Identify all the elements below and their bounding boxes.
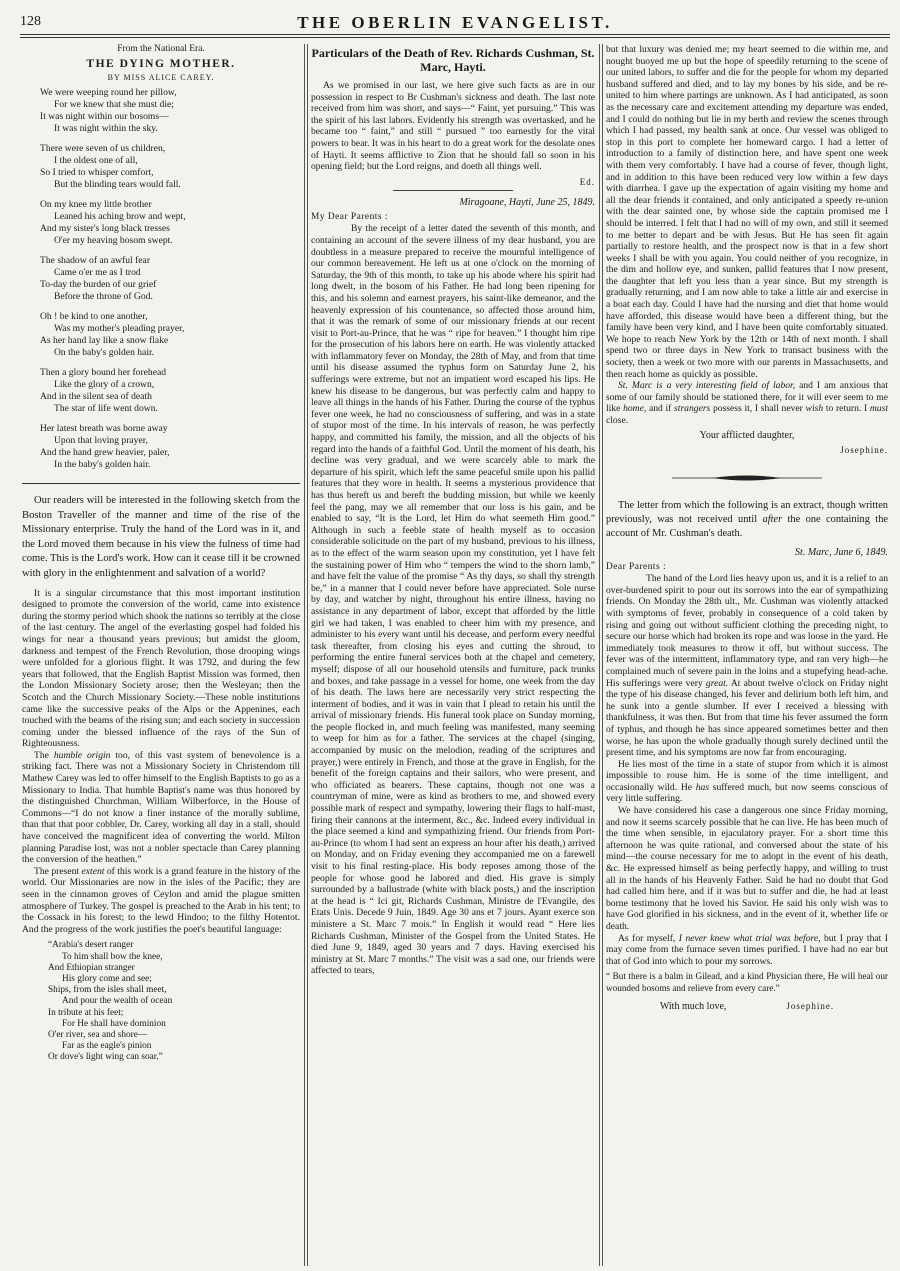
second-letter-dateline: St. Marc, June 6, 1849. bbox=[795, 546, 888, 558]
second-letter-signature: Josephine. bbox=[786, 1000, 835, 1011]
poem-line: We were weeping round her pillow, bbox=[40, 87, 177, 98]
ornamental-divider bbox=[606, 469, 888, 487]
missions-verse bbox=[48, 940, 300, 1063]
text-run: and if bbox=[646, 403, 675, 415]
column-right bbox=[606, 44, 888, 1266]
poem-author: BY MISS ALICE CAREY. bbox=[107, 73, 215, 82]
page-header bbox=[20, 6, 890, 36]
verse-line: And Ethiopian stranger bbox=[48, 962, 135, 973]
poem-line: O'er my heaving bosom swept. bbox=[54, 235, 173, 246]
poem-stanza bbox=[40, 143, 300, 191]
emphasis: must bbox=[869, 403, 888, 415]
emphasis: great. bbox=[705, 677, 729, 689]
poem-line: I the oldest one of all, bbox=[54, 155, 138, 166]
poem-line: There were seven of us children, bbox=[40, 143, 166, 154]
missions-paragraph bbox=[22, 866, 300, 936]
header-rule-double bbox=[20, 37, 890, 38]
letter-dateline: Miragoane, Hayti, June 25, 1849. bbox=[459, 196, 595, 208]
missions-paragraph: It is a singular circumstance that this most important institution designed to promote the conversion of the world, came into existence during the stormy period which shook the nations so terribly at the close of the last century. The angel of the everlasting gospel had folded his wings for near a thousand years previous; but amidst the gloom, darkness and tempest of the French Revolution, those drooping wings were unfolded for a glorious flight. It was 1792, and during the few years that followed, that the English Baptist Mission was formed, then the London Missionary Society arose; then the Wesleyan; then the Scotch and the Church Missionary Society.—These noble institutions came like the successive peaks of the Alps or the Appenines, each touched with the beams of the rising sun; and each society in succession coming under the blessed influence of the rays of the Sun of Righteousness. bbox=[22, 587, 300, 750]
text-run: The bbox=[34, 749, 54, 761]
text-run: too, of this vast system of benevolence is a striking fact. There was not a Missionary Society in Christendom till Mathew Carey was led to offer himself to the English Baptists to go as a Missionary to India. That humble Baptist's name was thus honored by the distinguished Churchman, William Wilberforce, in the House of Commons—“I do not know a finer instance of the morally sublime, than that that poor cobbler, Dr. Carey, working all day in a stall, should have conceived the magnificent idea of converting the world. Milton planning Paradise lost, was not a nobler spectacle than Carey planning the conversion of the heathen.” bbox=[22, 749, 300, 866]
editor-signature: Ed. bbox=[579, 176, 595, 187]
poem-line: It was night within our bosoms— bbox=[40, 111, 169, 122]
second-letter-intro-text bbox=[606, 499, 888, 541]
text-run: The present bbox=[34, 865, 82, 877]
poem-line: Like the glory of a crown, bbox=[54, 379, 155, 390]
poem-line: Upon that loving prayer, bbox=[54, 435, 148, 446]
verse-line: Far as the eagle's pinion bbox=[62, 1041, 152, 1052]
poem-line: On my knee my little brother bbox=[40, 199, 152, 210]
masthead: THE OBERLIN EVANGELIST. bbox=[297, 13, 613, 32]
emphasis: after bbox=[762, 513, 783, 525]
poem-line: Came o'er me as I trod bbox=[54, 267, 141, 278]
second-letter-closing bbox=[606, 1001, 888, 1012]
verse-line: O'er river, sea and shore— bbox=[48, 1030, 148, 1040]
page-number: 128 bbox=[20, 14, 41, 29]
second-letter-paragraph: We have considered his case a dangerous one since Friday morning, and now it seems scarcely possible that he can live. He has been much of the time when sensible, in ejaculatory prayer. For a short time this afternoon he was quite rational, and conversed about the state of his mind—the course necessary for me to adopt in the event of his death, &c. He expressed himself as being perfectly happy, and willing to trust all in the hands of his Heavenly Father. Said he had no doubt that God had called him here, and if it was but to suffer and die, he had at least borne testimony that he loved his Savior. He said his only wish was to have God glorified in his sickness, and in the event of it, whether life or death. bbox=[606, 805, 888, 932]
poem-line: To-day the burden of our grief bbox=[40, 279, 157, 290]
missions-intro bbox=[22, 494, 300, 582]
text-run: He lies most of the time in a state of stupor from which it is almost impossible to rouse him. He is some of the time intelligent, and occasionally wild. He bbox=[606, 758, 888, 793]
letter-signature: Josephine. bbox=[840, 444, 888, 455]
header-rule bbox=[20, 34, 890, 35]
column-middle bbox=[311, 44, 595, 1266]
verse-line: And pour the wealth of ocean bbox=[62, 996, 173, 1007]
gilead-quote: “ But there is a balm in Gilead, and a kind Physician there, He will heal our wounded bosoms and relieve from every care.” bbox=[606, 971, 888, 993]
poem-source: From the National Era. bbox=[117, 44, 205, 54]
column-divider bbox=[304, 44, 305, 1266]
poem-line: Then a glory bound her forehead bbox=[40, 367, 167, 378]
second-letter-paragraph bbox=[606, 573, 888, 759]
second-letter-intro bbox=[606, 499, 888, 541]
emphasis: home, bbox=[623, 403, 647, 415]
poem-line: As her hand lay like a snow flake bbox=[40, 335, 169, 346]
poem-stanza bbox=[40, 311, 300, 359]
closing-text: With much love, bbox=[659, 1000, 727, 1012]
poem-title: THE DYING MOTHER. bbox=[86, 58, 236, 70]
verse-line: Ships, from the isles shall meet, bbox=[48, 985, 167, 996]
missions-paragraph bbox=[22, 750, 300, 866]
poem-line: Her latest breath was borne away bbox=[40, 423, 168, 434]
verse-line: Or dove's light wing can soar.” bbox=[48, 1052, 163, 1063]
text-run: possess it, I shall never bbox=[710, 403, 806, 415]
text-run: the one containing the account of Mr. Cushman's death. bbox=[606, 513, 888, 539]
emphasis: wish bbox=[805, 403, 824, 415]
poem-line: But the blinding tears would fall. bbox=[54, 179, 181, 190]
editor-note: As we promised in our last, we here give such facts as are in our possession in respect to Br Cushman's sickness and death. The last note received from him was short, and says—“ Faint, yet pursuing.” This was the spirit of his last labors. Evidently his strength was overtasked, and he became too “ faint,” and still “ pursued ” too earnestly for the vital powers to bear. It was in his heart to do a great work for the desolate ones of Hayti. It seems afflictive to Zion that he should fall so soon in his opening field; but the Lord reigns, and doeth all things well. bbox=[311, 80, 595, 173]
second-letter-paragraph bbox=[606, 759, 888, 805]
text-run: suffered much, but now seems conscious of very little suffering. bbox=[606, 781, 888, 805]
second-letter-salutation: Dear Parents : bbox=[606, 561, 667, 572]
ornament-icon bbox=[672, 474, 822, 482]
verse-line: For He shall have dominion bbox=[62, 1018, 166, 1029]
poem-line: So I tried to whisper comfort, bbox=[40, 167, 154, 178]
column-divider bbox=[307, 44, 308, 1266]
missions-intro-text: Our readers will be interested in the following sketch from the Boston Traveller of the manner and time of the rise of the Missionary enterprise. Truly the hand of the Lord was in it, and the Lord moved them because in his view the fulness of time had come. This is the Lord's work. How can it cease till it be crowned with glory in the enlightenment and salvation of a world? bbox=[22, 495, 300, 579]
poem-line: For we knew that she must die; bbox=[54, 99, 174, 110]
emphasis: St. Marc is a very interesting field of labor, bbox=[618, 380, 796, 392]
emphasis: humble origin bbox=[53, 749, 111, 761]
poem-stanza bbox=[40, 255, 300, 303]
poem-line: On the baby's golden hair. bbox=[54, 347, 155, 358]
poem-line: Before the throne of God. bbox=[54, 291, 153, 302]
column-divider bbox=[599, 44, 600, 1266]
text-run: At about twelve o'clock on Friday night the type of his disease changed, his fever and delirium both left him, and he sunk into a gentle slumber. If ever I received a blessing with thankfulness, it was then. But from that time his fever assumed the form of typhus, and though he has since appeared sometimes better and then worse, he has upon the whole gradually though surely declined until the present time, and his symptoms are now far from encouraging. bbox=[606, 677, 888, 759]
poem-line: Was my mother's pleading prayer, bbox=[54, 323, 185, 334]
poem-line: Oh ! be kind to one another, bbox=[40, 311, 148, 322]
poem-stanza bbox=[40, 199, 300, 247]
article-title: Particulars of the Death of Rev. Richards Cushman, St. Marc, Hayti. bbox=[311, 46, 595, 74]
column-left bbox=[22, 44, 300, 1266]
poem-line: And in the silent sea of death bbox=[40, 391, 152, 402]
letter-body-continued: but that luxury was denied me; my heart seemed to die within me, and nought buoyed me up but the hope of speedily returning to the scene of our united labors, to suffer and die for the people for whom my departed husband suffered and died, and to lay my bones by his side, and be re-united to him where partings are unknown. As I had anticipated, as soon as the necessary care and excitement attending my departure was ended, and I could do nothing but lie in my berth and review the scenes through which I had passed, my health sank at once. Our vessel was obliged to stop in this port to complete her homeward cargo. I had a letter of introduction to a family of distinction here, and have spent one week with them very comfortably. I have had a course of fever, though light, and in addition to this have been reduced very low within a few days with diarrhea. I gave up the expectation of again visiting my home and all the dear friends it contained, and only anticipated a speedy re-union with the dear sainted one, by whose side the captain promised me I should be interred. I felt that I had no will of my own, and still it seemed to me better to depart and be with Jesus. But He has seen fit again partially to restore health, and the prospect now is that in a few short weeks I shall be with you again. You could neither of you recognize, in the dim and hollow eye, and sunken, pallid features that I now present, the daughter that left you less than a year since. But my strength is gradually returning, and I am now able to take a little air and exercise in a boat each day. Could I have had the nursing and diet that home would have afforded, this disease would have been a different thing, but the family have been very kind, and I have been quite comfortably situated. We hope to reach New York by the 12th or 14th of next month. I shall spend two or three days in New York to transact business with the society, then a week or two more with our parents in Massachusetts, and then reach home as quickly as possible. bbox=[606, 44, 888, 380]
text-run: of this work is a grand feature in the history of the world. Our Missionaries are now in the isles of the Pacific; they are seen in the cinnamon groves of Ceylon and amid the plague smitten atmosphere of Turkey. The gospel is preached to the Arab in his tent; to the Cossack in his forest; to the lewd Hindoo; to the filthy Hotentot. And the progress of the work justifies the poet's beautiful language: bbox=[22, 865, 300, 935]
poem-line: The shadow of an awful fear bbox=[40, 255, 151, 266]
second-letter-paragraph bbox=[606, 933, 888, 968]
poem-line: Leaned his aching brow and wept, bbox=[54, 211, 186, 222]
letter-paragraph bbox=[606, 380, 888, 426]
poem-line: It was night within the sky. bbox=[54, 123, 158, 134]
short-rule bbox=[393, 190, 513, 191]
poem-stanza bbox=[40, 367, 300, 415]
verse-line: In tribute at his feet; bbox=[48, 1007, 124, 1018]
verse-line: “Arabia's desert ranger bbox=[48, 940, 134, 951]
poem-stanza bbox=[40, 423, 300, 471]
column-divider bbox=[602, 44, 603, 1266]
poem-stanza bbox=[40, 87, 300, 135]
emphasis: extent bbox=[81, 865, 105, 877]
text-run: close. bbox=[606, 415, 629, 426]
verse-line: His glory come and see; bbox=[62, 973, 152, 984]
poem-body bbox=[22, 87, 300, 471]
text-run: The hand of the Lord lies heavy upon us, and it is a relief to an over-burdened spirit to pour out its sorrows into the ear of sympathizing friends. On Monday the 28th ult., Mr. Cushman was violently attacked with symptoms of fever, probably in consequence of a cold taken by rising and going out without sufficient clothing the preceding night, to secure our horse which had broken its rope and was loose in the yard. He immediately took measures to throw it off, but without success. The fever was of the intermittent, inflammatory type, and ran very high—he complained much of severe pain in the loins and a stupefying head-ache. His sufferings were very bbox=[606, 573, 888, 689]
poem-line: And my sister's long black tresses bbox=[40, 223, 170, 234]
text-run: As for myself, bbox=[618, 932, 679, 944]
poem-line: The star of life went down. bbox=[54, 403, 158, 414]
text-run: but I pray that I may come from the furnace seven times purified. I have had no ear but that of God into which to pour my sorrows. bbox=[606, 932, 888, 967]
text-run: The letter from which the following is an extract, though written previously, was not received until bbox=[606, 499, 888, 525]
emphasis: I never knew what trial was before, bbox=[678, 932, 821, 944]
emphasis: has bbox=[695, 781, 710, 793]
poem-line: And the hand grew heavier, paler, bbox=[40, 447, 170, 458]
emphasis: strangers bbox=[674, 403, 711, 415]
letter-salutation: My Dear Parents : bbox=[311, 211, 388, 222]
letter-closing: Your afflicted daughter, bbox=[699, 429, 795, 441]
section-rule bbox=[22, 483, 300, 484]
text-run: to return. I bbox=[823, 403, 870, 415]
text-run: and I am anxious that some of our family should be stationed there, for it will ever seem to me like bbox=[606, 380, 888, 415]
letter-body: By the receipt of a letter dated the seventh of this month, and containing an account of the severe illness of my dear husband, you are doubtless in a measure prepared to receive the mournful intelligence of our common bereavement. He left us at one o'clock on the morning of Saturday, the 9th of this month, to take up his abode where his spirit had long dwelt, in the bosom of his Father. He had long been ripening for this, and his solemn and earnest prayers, his saint-like demeanor, and the heavenly expression of his countenance, so affected those around him, that it was the remark of some of our missionary friends at our recent visit to Port-au-Prince, that he was “ ripe for heaven.” I thought him ripe for the prosecution of his labors here on earth. He was violently attacked with inflammatory fever on Monday, the 28th of May, and from that time until his disease assumed the typhus form on Saturday June 2, his sufferings were extreme, but not an impatient word escaped his lips. He knew his disease to be dangerous, but was perfectly calm and happy to leave all things in the hands of his Father. During the course of the typhus fever one week, he had no consciousness of suffering, and was in a state of stupor most of the time. In his intervals of reason, he was perfectly happy, and committed his family, the mission, and all the objects of his regard into the hands of a faithful God. Until the moment of his death, his decline was very gradual, and we were scarcely able to mark the departure of his spirit, which left the same peaceful smile upon his pallid features that they wore in health. It seems a mysterious providence that has thus bereft us and bereft the budding mission, but while we keenly feel the pang, may we all remember that our loss is his gain, and be enabled to say, “It is the Lord, let Him do what seemeth Him good.” Although in such a feeble state of health myself as to occasion considerable solicitude on the part of my husband, previous to his illness, as to the effect of the warm season upon my constitution, yet I have felt the sustaining power of Him who “ tempers the wind to the shorn lamb,” and have felt the value of the promise “ As thy days, so shall thy strength be,” in a manner that I could never before have appreciated. Sole nurse by day, and watcher by night, throughout his entire illness, having no assistance in any department of labor, except that afforded by the little girl we had taken, I was enabled to cheer him with my presence, and administer to his every want until his decease, and perform every needful task thereafter, from closing his eyes and cutting the shroud, to performing the entire funeral services both at the chapel and cemetery, myself; dispose of all our household utensils and furniture, pack trunks and boxes, and take passage in a vessel for home, one week from the day of his death. The laws here are necessarily very strict respecting the interment of bodies, and it was in vain that I plead to retain his until the arrival of missionary friends. His funeral took place on Sunday morning, the people flocked in, and much feeling was manifested, many seeming to weep for him as for a father. The services at the chapel (singing, accompanied by music on the melodion, reading of the scriptures and prayer,) were entirely in French, and those at the grave in English, for the benefit of the foreign captains and their sailors, who were present, and who officiated as bearers. These captains, though not one was a countryman of mine, were as kind as brothers to me, and showed every possible mark of respect and sympathy, lowering their flags to half-mast, firing their cannons at the interment, &c., &c. Indeed every individual in the place seemed a kind and sympathizing friend. Our friends from Port-au-Prince (to whom I had sent an express an hour after his death,) arrived on Monday, and on Friday evening they accompanied me on a farewell visit to his final resting-place. His body reposes among those of the people for whose good he labored and died. His grave is simply surrounded by a ballustrade (white with black posts,) and the inscription at the head is “ Ici git, Richards Cushman, Ministre de l'Evangile, des Etats Unis. Decede 9 Juin, 1849. Age 30 ans et 7 jours. Ayant exerce son ministere a St. Marc 7 mois.” In English it would read “ Here lies Richards Cushman, Minister of the Gospel from the United States. He died June 9, 1849, aged 30 years and 7 days. Having exercised his ministry at St. Marc 7 months.” The visit was a sad one, our friends were affected to tears, bbox=[311, 223, 595, 977]
verse-line: To him shall bow the knee, bbox=[62, 951, 163, 962]
poem-line: In the baby's golden hair. bbox=[54, 459, 151, 470]
